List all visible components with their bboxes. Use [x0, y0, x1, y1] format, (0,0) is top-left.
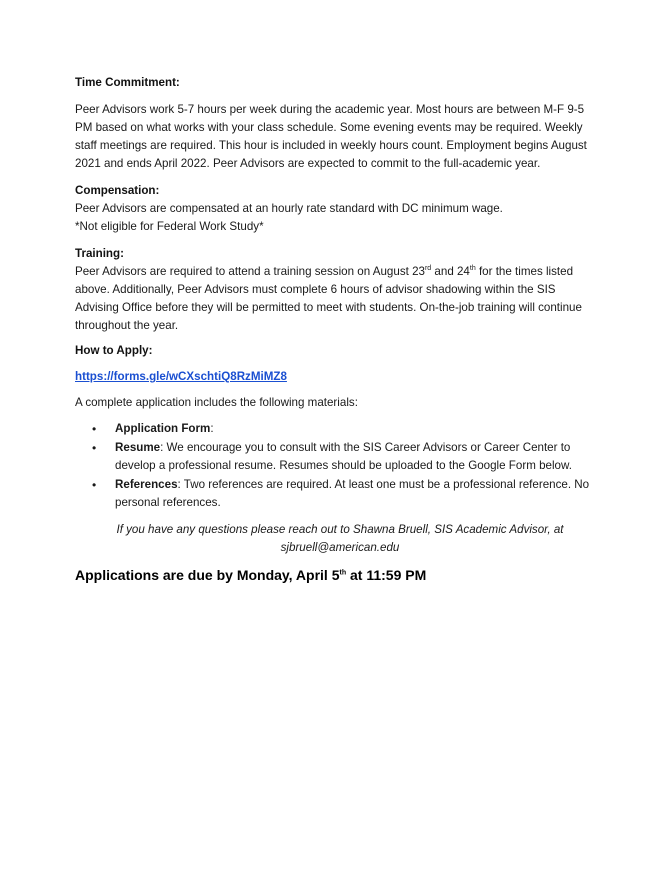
document-page: [75, 74, 595, 584]
section-time-commitment: [75, 74, 595, 173]
section-how-to-apply: [75, 342, 595, 512]
material-text: :: [210, 422, 214, 435]
training-body: [75, 263, 595, 335]
application-form-link[interactable]: https://forms.gle/wCXschtiQ8RzMiMZ8: [75, 370, 287, 383]
materials-list: [75, 420, 595, 512]
material-label: References: [115, 478, 178, 491]
time-commitment-body: Peer Advisors work 5-7 hours per week during the academic year. Most hours are between M-F 9-5 PM based on what works with your class schedule. Some evening events may be required. Weekly staff meetings are required. This hour is included in weekly hours count. Employment begins August 2021 and ends April 2022. Peer Advisors are expected to commit to the full-academic year.: [75, 103, 587, 170]
list-item: [75, 476, 595, 512]
deadline-text-2: at 11:59 PM: [346, 567, 427, 583]
contact-note: If you have any questions please reach out to Shawna Bruell, SIS Academic Advisor, at sjbruell@american.edu: [116, 523, 564, 554]
training-text-3: for the times listed above. Additionally, Peer Advisors must complete 6 hours of advisor shadowing within the SIS Advising Office before they will be permitted to meet with students. On-the-job training will continue throughout the year.: [75, 265, 582, 332]
material-label: Resume: [115, 441, 161, 454]
application-deadline: [75, 566, 595, 584]
material-label: Application Form: [115, 422, 211, 435]
bullet-icon: •: [92, 422, 97, 436]
compensation-line-2: *Not eligible for Federal Work Study*: [75, 220, 264, 233]
time-commitment-heading: Time Commitment:: [75, 76, 180, 89]
bullet-icon: •: [92, 441, 97, 455]
training-sup-2: th: [469, 265, 476, 273]
deadline-sup: th: [339, 569, 347, 577]
deadline-text-1: Applications are due by Monday, April 5: [75, 567, 340, 583]
list-item: [75, 439, 595, 475]
list-item: [75, 420, 595, 438]
section-training: [75, 245, 595, 335]
training-sup-1: rd: [424, 265, 432, 273]
material-text: : We encourage you to consult with the SIS Career Advisors or Career Center to develop a professional resume. Resumes should be uploaded to the Google Form below.: [115, 441, 572, 472]
training-text-2: and 24: [431, 265, 470, 278]
compensation-line-1: Peer Advisors are compensated at an hourly rate standard with DC minimum wage.: [75, 202, 503, 215]
compensation-heading: Compensation:: [75, 184, 160, 197]
training-text-1: Peer Advisors are required to attend a training session on August 23: [75, 265, 425, 278]
materials-intro: A complete application includes the following materials:: [75, 396, 358, 409]
application-link-line: [75, 368, 595, 386]
training-heading: Training:: [75, 247, 124, 260]
material-text: : Two references are required. At least one must be a professional reference. No personal references.: [115, 478, 590, 509]
how-to-apply-heading: How to Apply:: [75, 344, 153, 357]
section-compensation: [75, 182, 595, 236]
bullet-icon: •: [92, 478, 97, 492]
